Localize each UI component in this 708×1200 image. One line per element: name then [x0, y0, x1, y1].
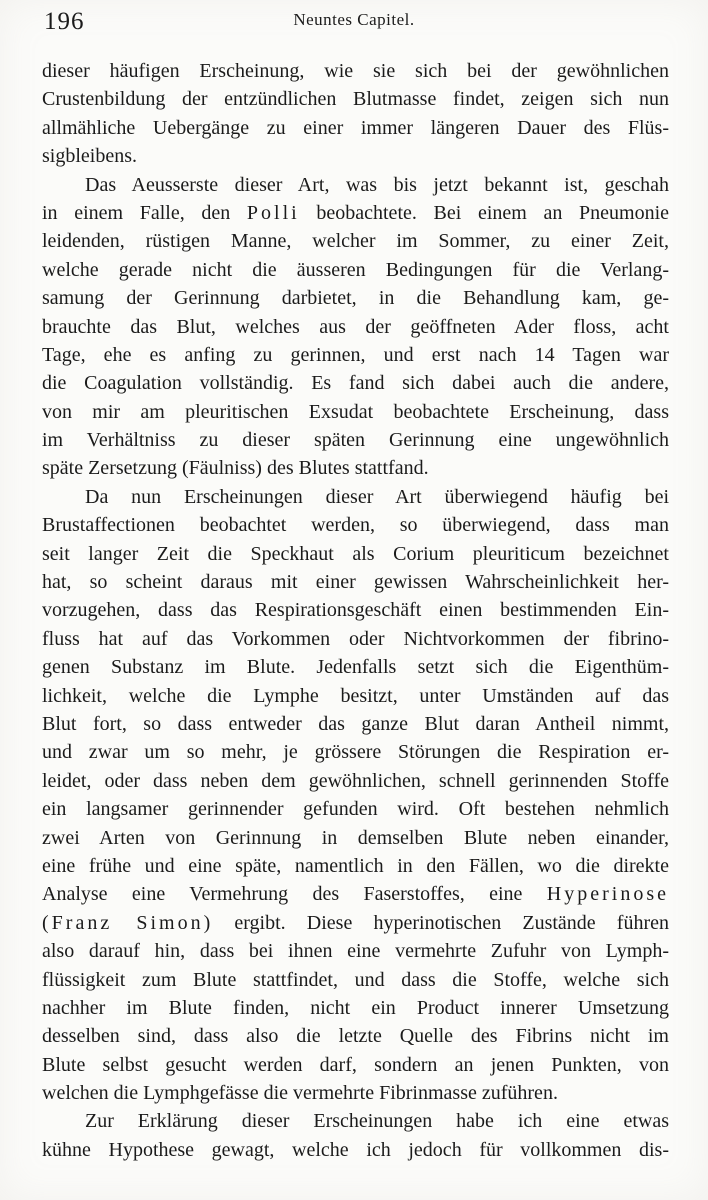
text-line	[42, 880, 669, 908]
text-segment: Blute selbst gesucht werden darf, sondern an jenen Punkten, von	[42, 1053, 669, 1076]
text-line	[42, 625, 669, 653]
text-segment: leidenden, rüstigen Manne, welcher im Sommer, zu einer Zeit,	[42, 230, 669, 253]
text-line	[42, 171, 669, 199]
text-line	[42, 1079, 669, 1107]
paragraph	[42, 483, 669, 1108]
paragraph	[42, 57, 669, 171]
text-segment: welche gerade nicht die äusseren Bedingungen für die Verlang-	[42, 258, 669, 281]
text-line	[42, 824, 669, 852]
text-segment: von mir am pleuritischen Exsudat beobachtete Erscheinung, dass	[42, 400, 669, 423]
text-line	[42, 966, 669, 994]
text-segment: vorzugehen, dass das Respirationsgeschäft einen bestimmenden Ein-	[42, 599, 669, 622]
text-line	[42, 483, 669, 511]
text-segment: die Coagulation vollständig. Es fand sich dabei auch die andere,	[42, 372, 669, 395]
text-line	[42, 937, 669, 965]
text-segment: brauchte das Blut, welches aus der geöffneten Ader floss, acht	[42, 315, 669, 338]
text-segment: beobachtete. Bei einem an Pneumonie	[299, 201, 669, 224]
text-line	[42, 710, 669, 738]
text-line	[42, 540, 669, 568]
text-segment: eine frühe und eine späte, namentlich in den Fällen, wo die direkte	[42, 854, 669, 877]
text-segment: genen Substanz im Blute. Jedenfalls setzt sich die Eigenthüm-	[42, 656, 669, 679]
text-line	[42, 653, 669, 681]
text-segment: im Verhältniss zu dieser späten Gerinnung eine ungewöhnlich	[42, 429, 669, 452]
letterspaced-name: (Franz Simon)	[42, 911, 214, 934]
text-line	[42, 596, 669, 624]
text-segment: späte Zersetzung (Fäulniss) des Blutes stattfand.	[42, 457, 429, 480]
text-segment: sigbleibens.	[42, 145, 137, 168]
text-line	[42, 1051, 669, 1079]
text-segment: also darauf hin, dass bei ihnen eine vermehrte Zufuhr von Lymph-	[42, 940, 669, 963]
text-segment: seit langer Zeit die Speckhaut als Corium pleuriticum bezeichnet	[42, 542, 669, 565]
text-segment: flüssigkeit zum Blute stattfindet, und dass die Stoffe, welche sich	[42, 968, 669, 991]
page-number: 196	[44, 8, 85, 35]
text-line	[42, 1136, 669, 1164]
text-line	[42, 313, 669, 341]
text-segment: allmähliche Uebergänge zu einer immer längeren Dauer des Flüs-	[42, 116, 669, 139]
text-segment: samung der Gerinnung darbietet, in die Behandlung kam, ge-	[42, 287, 669, 310]
text-line	[42, 795, 669, 823]
text-segment: dieser häufigen Erscheinung, wie sie sich bei der gewöhnlichen	[42, 60, 669, 82]
text-segment: in einem Falle, den	[42, 201, 247, 224]
text-line	[42, 909, 669, 937]
text-segment: Analyse eine Vermehrung des Faserstoffes, eine	[42, 883, 547, 906]
text-segment: Crustenbildung der entzündlichen Blutmasse findet, zeigen sich nun	[42, 88, 669, 111]
text-segment: zwei Arten von Gerinnung in demselben Blute neben einander,	[42, 826, 669, 849]
text-line	[42, 284, 669, 312]
text-line	[42, 227, 669, 255]
text-line	[42, 142, 669, 170]
text-segment: ergibt. Diese hyperinotischen Zustände führen	[213, 911, 669, 934]
text-line	[42, 1022, 669, 1050]
letterspaced-name: Polli	[246, 201, 300, 224]
text-line	[42, 369, 669, 397]
paragraph	[42, 1107, 669, 1164]
text-segment: Zur Erklärung dieser Erscheinungen habe ich eine etwas	[85, 1110, 669, 1133]
text-segment: ein langsamer gerinnender gefunden wird. Oft bestehen nehmlich	[42, 798, 669, 821]
text-segment: nachher im Blute finden, nicht ein Product innerer Umsetzung	[42, 996, 669, 1019]
text-segment: welchen die Lymphgefässe die vermehrte Fibrinmasse zuführen.	[42, 1082, 558, 1105]
text-segment: fluss hat auf das Vorkommen oder Nichtvorkommen der fibrino-	[42, 627, 669, 650]
text-segment: Brustaffectionen beobachtet werden, so überwiegend, dass man	[42, 514, 669, 537]
text-line	[42, 1107, 669, 1135]
text-line	[42, 199, 669, 227]
text-segment: Tage, ehe es anfing zu gerinnen, und erst nach 14 Tagen war	[42, 343, 669, 366]
text-line	[42, 114, 669, 142]
text-line	[42, 738, 669, 766]
text-segment: kühne Hypothese gewagt, welche ich jedoch für vollkommen dis-	[42, 1138, 669, 1161]
text-line	[42, 85, 669, 113]
paragraph	[42, 171, 669, 483]
text-line	[42, 426, 669, 454]
text-segment: lichkeit, welche die Lymphe besitzt, unter Umständen auf das	[42, 684, 669, 707]
text-line	[42, 398, 669, 426]
chapter-heading: Neuntes Capitel.	[293, 10, 415, 29]
text-segment: Blut fort, so dass entweder das ganze Blut daran Antheil nimmt,	[42, 712, 669, 735]
text-line	[42, 454, 669, 482]
page-body-text	[42, 57, 669, 1164]
text-segment: Das Aeusserste dieser Art, was bis jetzt bekannt ist, geschah	[85, 173, 669, 196]
text-line	[42, 57, 669, 85]
running-head	[0, 6, 708, 46]
text-segment: Da nun Erscheinungen dieser Art überwiegend häufig bei	[85, 485, 669, 508]
text-line	[42, 767, 669, 795]
letterspaced-name: Hyperinose	[546, 883, 669, 906]
text-segment: desselben sind, dass also die letzte Quelle des Fibrins nicht im	[42, 1025, 669, 1048]
text-segment: leidet, oder dass neben dem gewöhnlichen, schnell gerinnenden Stoffe	[42, 769, 669, 792]
text-line	[42, 682, 669, 710]
text-line	[42, 256, 669, 284]
text-line	[42, 511, 669, 539]
text-line	[42, 994, 669, 1022]
text-segment: hat, so scheint daraus mit einer gewissen Wahrscheinlichkeit her-	[42, 571, 669, 594]
text-line	[42, 852, 669, 880]
text-segment: und zwar um so mehr, je grössere Störungen die Respiration er-	[42, 741, 669, 764]
text-line	[42, 568, 669, 596]
text-line	[42, 341, 669, 369]
